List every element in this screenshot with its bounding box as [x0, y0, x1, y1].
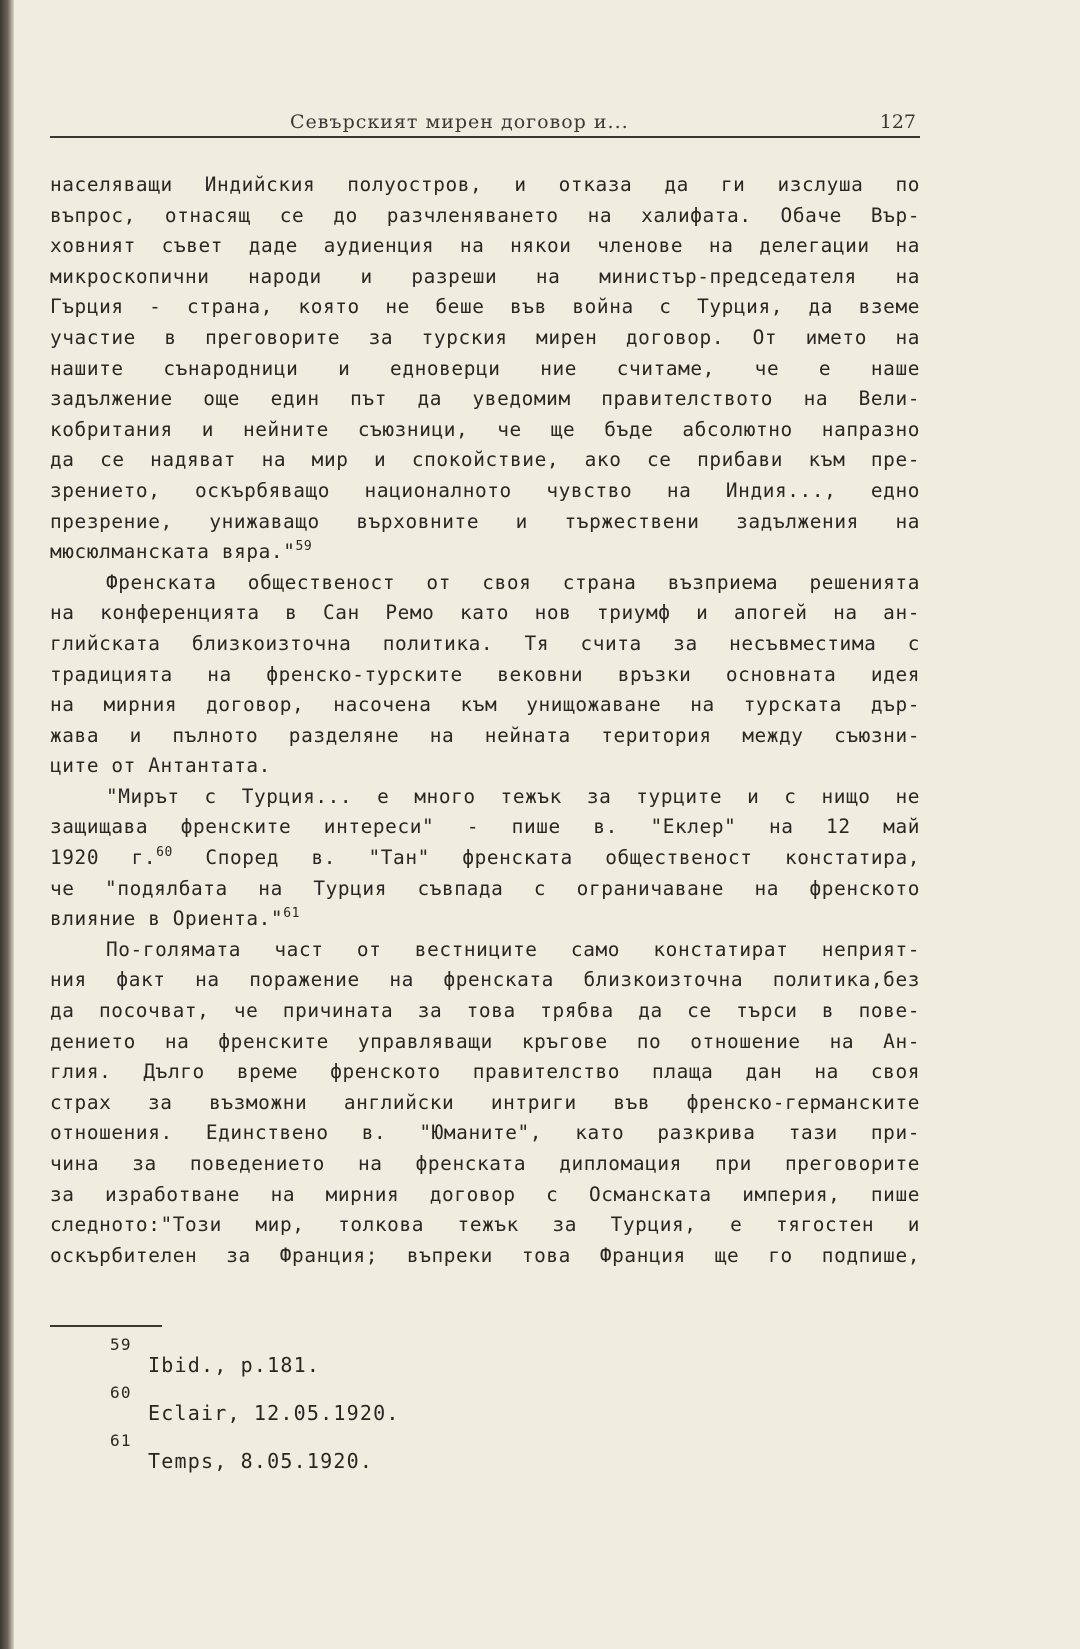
footnote-59: 59 Ibid., p.181.: [110, 1335, 321, 1378]
text-line: глия. Дълго време френското правителство плаща дан на своя: [50, 1060, 920, 1084]
body-text: [50, 170, 920, 1271]
text-line: [50, 537, 920, 568]
text-line: Гърция - страна, която не беше във война с Турция, да вземе: [50, 295, 920, 319]
text-line: глийската близкоизточна политика. Тя счита за несъвместима с: [50, 631, 920, 655]
text-line: задължение още един път да уведомим правителството на Вели-: [50, 387, 920, 411]
paragraph-2: [50, 568, 920, 782]
footnote-text: Ibid., p.181.: [148, 1353, 321, 1378]
footnote-61: 61 Temps, 8.05.1920.: [110, 1431, 374, 1474]
running-header: [50, 108, 920, 138]
footnote-60: 60 Eclair, 12.05.1920.: [110, 1383, 400, 1426]
text-line: за изработване на мирния договор с Османската империя, пише: [50, 1182, 920, 1206]
text-line: защищава френските интереси" - пише в. "Еклер" на 12 май: [50, 815, 920, 839]
text-line: на конференцията в Сан Ремо като нов триумф и апогей на ан-: [50, 601, 920, 625]
text-line: Френската общественост от своя страна възприема решенията: [106, 570, 920, 594]
text-line: на мирния договор, насочена към унищожаване на турската дър-: [50, 693, 920, 717]
line-text: влияние в Ориента.": [50, 907, 284, 931]
line-text: Според в. "Тан" френската общественост констатира,: [172, 846, 921, 870]
footnote-ref-61: 61: [283, 906, 301, 922]
text-line: традицията на френско-турските вековни връзки основната идея: [50, 662, 920, 686]
text-line: страх за възможни английски интриги във френско-германските: [50, 1090, 920, 1114]
line-text: мюсюлманската вяра.": [50, 540, 296, 564]
footnote-text: Eclair, 12.05.1920.: [148, 1401, 400, 1426]
text-line: дението на френските управляващи кръгове по отношение на Ан-: [50, 1029, 920, 1053]
text-line: микроскопични народи и разреши на министър-председателя на: [50, 264, 920, 288]
text-line: да посочват, че причината за това трябва да се търси в пове-: [50, 999, 920, 1023]
text-line: ния факт на поражение на френската близкоизточна политика,без: [50, 968, 920, 992]
running-title: Севърският мирен договор и...: [290, 111, 629, 133]
text-line: [50, 843, 920, 874]
text-line: населяващи Индийския полуостров, и отказа да ги изслуша по: [50, 173, 920, 196]
footnote-text: Temps, 8.05.1920.: [148, 1449, 374, 1474]
text-line: следното:"Този мир, толкова тежък за Турция, е тягостен и: [50, 1213, 920, 1237]
text-line: жава и пълното разделяне на нейната територия между съюзни-: [50, 723, 920, 747]
page-number: 127: [879, 111, 916, 133]
footnotes: [50, 1331, 920, 1475]
text-line: чина за поведението на френската дипломация при преговорите: [50, 1152, 920, 1175]
text-line: оскърбителен за Франция; въпреки това Франция ще го подпише,: [50, 1243, 920, 1267]
paragraph-1: [50, 170, 920, 568]
text-line: "Мирът с Турция... е много тежък за турците и с нищо не: [106, 784, 920, 808]
text-line: [50, 904, 920, 935]
text-line: да се надяват на мир и спокойствие, ако се прибави към пре-: [50, 448, 920, 472]
paragraph-3: [50, 782, 920, 935]
text-line: участие в преговорите за турския мирен договор. От името на: [50, 325, 920, 349]
text-line: въпрос, отнасящ се до разчленяването на халифата. Обаче Вър-: [50, 203, 920, 227]
text-line: По-голямата част от вестниците само констатират неприят-: [106, 937, 920, 961]
paragraph-4: [50, 935, 920, 1272]
footnote-ref-59: 59: [295, 539, 313, 555]
text-line: нашите сънародници и едноверци ние считаме, че е наше: [50, 356, 920, 380]
document-page: [50, 108, 920, 1475]
text-line: ците от Антантата.: [50, 754, 271, 778]
text-line: ховният съвет даде аудиенция на някои членове на делегации на: [50, 234, 920, 258]
line-text: 1920 г.: [50, 846, 157, 870]
footnote-divider: [50, 1325, 162, 1327]
footnote-ref-60: 60: [156, 845, 173, 861]
scan-edge: [0, 0, 14, 1649]
text-line: отношения. Единствено в. "Юманите", като разкрива тази при-: [50, 1121, 920, 1145]
text-line: зрението, оскърбяващо националното чувство на Индия..., едно: [50, 478, 920, 502]
text-line: кобритания и нейните съюзници, че ще бъде абсолютно напразно: [50, 417, 920, 441]
text-line: презрение, унижаващо върховните и тържествени задължения на: [50, 509, 920, 533]
text-line: че "подялбата на Турция съвпада с ограничаване на френското: [50, 876, 920, 900]
